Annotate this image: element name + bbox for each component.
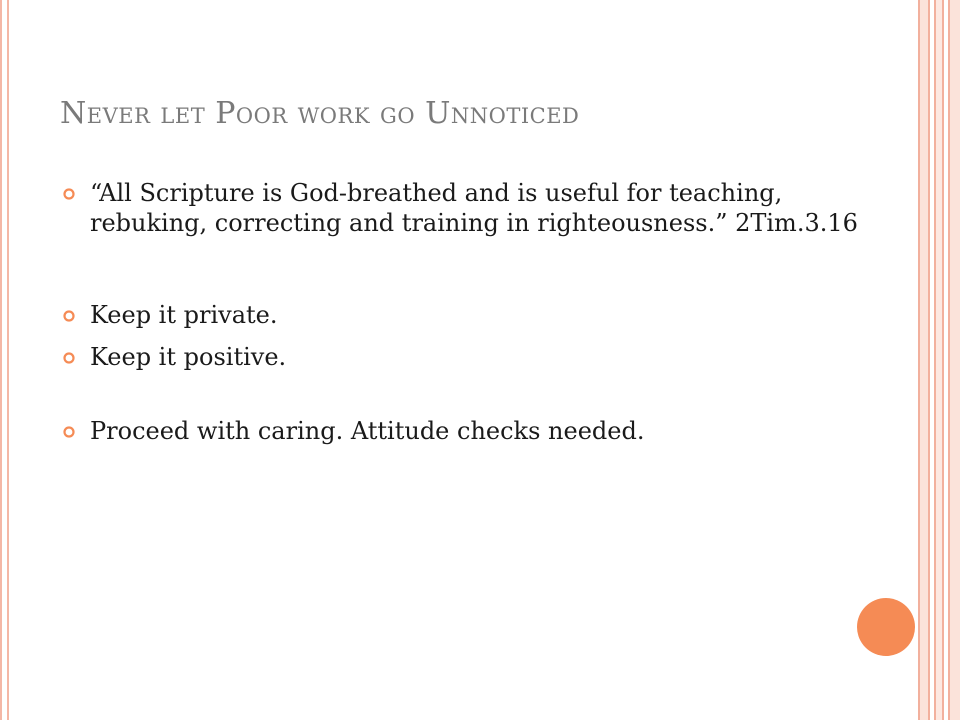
left-frame-border	[0, 0, 9, 720]
bullet-ring-icon	[62, 309, 76, 323]
bullet-item	[62, 416, 862, 446]
bullet-ring-icon	[62, 425, 76, 439]
bullet-text: Keep it positive.	[90, 343, 287, 371]
decorative-circle	[857, 598, 915, 656]
bullet-item	[62, 178, 862, 238]
bullet-ring-icon	[62, 351, 76, 365]
bullet-text: Keep it private.	[90, 301, 278, 329]
slide-title: Never let Poor work go Unnoticed	[60, 96, 580, 131]
bullet-item	[62, 300, 862, 330]
bullet-list	[62, 178, 862, 446]
bullet-text: Proceed with caring. Attitude checks needed.	[90, 417, 645, 445]
bullet-ring-icon	[62, 187, 76, 201]
decorative-stripe	[918, 0, 930, 720]
decorative-stripe	[948, 0, 960, 720]
bullet-text: “All Scripture is God-breathed and is useful for teaching, rebuking, correcting and training in righteousness.” 2Tim.3.16	[90, 179, 858, 237]
decorative-stripe	[934, 0, 944, 720]
bullet-item	[62, 342, 862, 372]
